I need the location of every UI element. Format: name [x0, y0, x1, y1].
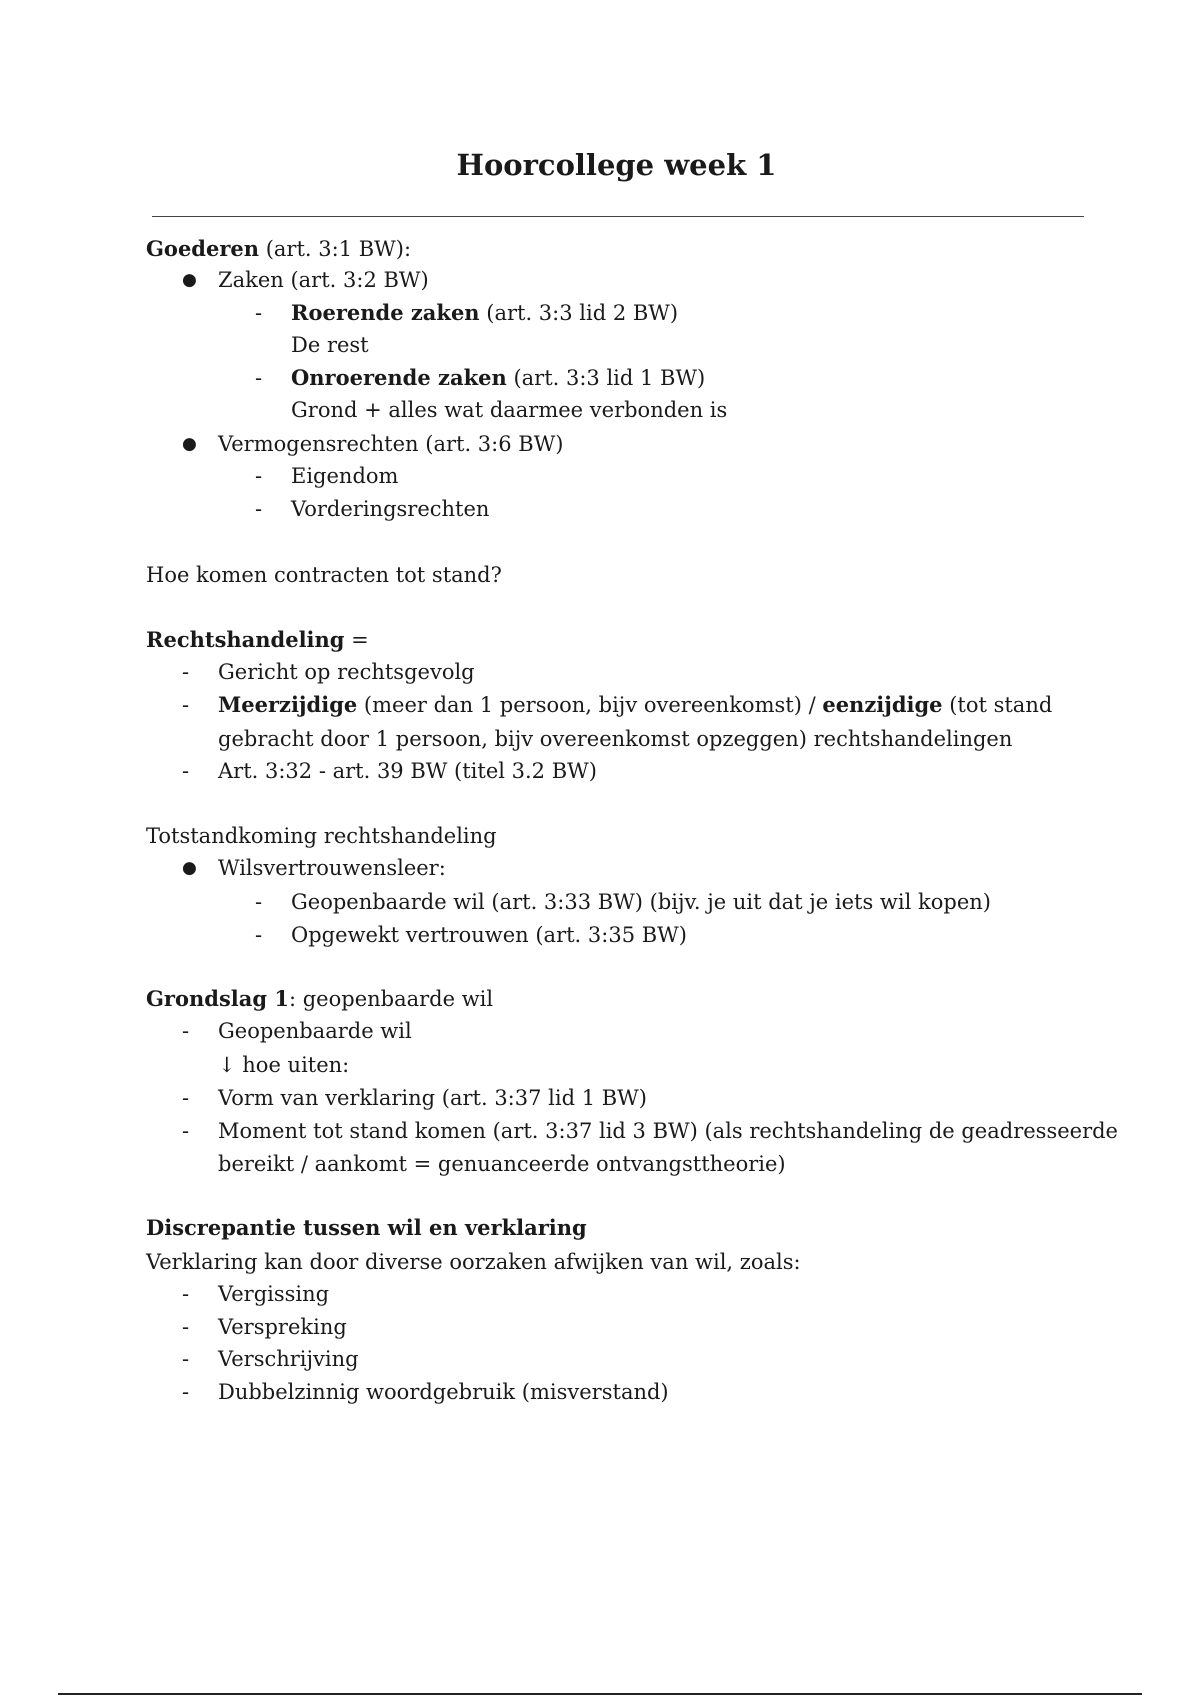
- list-item: Vermogensrechten (art. 3:6 BW): [218, 432, 564, 456]
- bullet-marker: ●: [182, 434, 197, 454]
- list-item: Vergissing: [218, 1282, 330, 1306]
- dash-marker: -: [255, 890, 263, 914]
- page-bottom-border: [58, 1693, 1142, 1695]
- list-item: Vorm van verklaring (art. 3:37 lid 1 BW): [218, 1086, 647, 1110]
- roerend-ref: (art. 3:3 lid 2 BW): [479, 301, 679, 325]
- list-item-continuation: Grond + alles wat daarmee verbonden is: [291, 398, 728, 422]
- list-item: Verspreking: [218, 1315, 347, 1339]
- dash-marker: -: [182, 1086, 190, 1110]
- goederen-heading-line: [146, 234, 411, 264]
- list-item: Moment tot stand komen (art. 3:37 lid 3 BW) (als rechtshandeling de geadresseerde: [218, 1119, 1118, 1143]
- dash-marker: -: [255, 923, 263, 947]
- bullet-marker: ●: [182, 270, 197, 290]
- list-item: Eigendom: [291, 464, 399, 488]
- list-item: Geopenbaarde wil (art. 3:33 BW) (bijv. je uit dat je iets wil kopen): [291, 890, 991, 914]
- dash-marker: -: [182, 693, 190, 717]
- list-item: Gericht op rechtsgevolg: [218, 660, 475, 684]
- list-item-continuation: gebracht door 1 persoon, bijv overeenkomst opzeggen) rechtshandelingen: [218, 727, 1013, 751]
- dash-marker: -: [255, 366, 263, 390]
- meerzijdige-label: Meerzijdige: [218, 692, 358, 717]
- dash-marker: -: [182, 660, 190, 684]
- eenzijdige-label: eenzijdige: [822, 692, 943, 717]
- roerend-label: Roerende zaken: [291, 300, 480, 325]
- goederen-ref: (art. 3:1 BW):: [259, 237, 412, 261]
- list-item: Vorderingsrechten: [291, 497, 490, 521]
- dash-marker: -: [255, 464, 263, 488]
- list-item: Wilsvertrouwensleer:: [218, 856, 446, 880]
- onroerend-label: Onroerende zaken: [291, 365, 507, 390]
- list-item: [218, 690, 1052, 720]
- list-item: Dubbelzinnig woordgebruik (misverstand): [218, 1380, 669, 1404]
- dash-marker: -: [182, 1315, 190, 1339]
- meerzijdige-text: (meer dan 1 persoon, bijv overeenkomst) /: [357, 693, 823, 717]
- dash-marker: -: [182, 1380, 190, 1404]
- list-item: Zaken (art. 3:2 BW): [218, 268, 429, 292]
- title-divider: [152, 216, 1084, 217]
- dash-marker: -: [182, 759, 190, 783]
- onroerend-ref: (art. 3:3 lid 1 BW): [506, 366, 706, 390]
- dash-marker: -: [182, 1282, 190, 1306]
- list-item: Geopenbaarde wil: [218, 1019, 412, 1043]
- dash-marker: -: [182, 1019, 190, 1043]
- totstandkoming-heading: Totstandkoming rechtshandeling: [146, 824, 497, 848]
- bullet-marker: ●: [182, 858, 197, 878]
- list-item: Verschrijving: [218, 1347, 359, 1371]
- list-item: Art. 3:32 - art. 39 BW (titel 3.2 BW): [218, 759, 597, 783]
- list-item-continuation: bereikt / aankomt = genuanceerde ontvangsttheorie): [218, 1152, 786, 1176]
- list-item: Opgewekt vertrouwen (art. 3:35 BW): [291, 923, 687, 947]
- rechtshandeling-heading-line: [146, 625, 369, 655]
- page-title: Hoorcollege week 1: [456, 148, 777, 182]
- dash-marker: -: [255, 301, 263, 325]
- rechtshandeling-suffix: =: [344, 628, 369, 652]
- discrepantie-intro: Verklaring kan door diverse oorzaken afwijken van wil, zoals:: [146, 1250, 801, 1274]
- dash-marker: -: [182, 1347, 190, 1371]
- list-item-continuation: ↓ hoe uiten:: [218, 1053, 350, 1077]
- dash-marker: -: [255, 497, 263, 521]
- grondslag-heading: Grondslag 1: [146, 986, 289, 1011]
- discrepantie-heading: [146, 1213, 587, 1243]
- grondslag-suffix: : geopenbaarde wil: [288, 987, 494, 1011]
- discrepantie-heading-text: Discrepantie tussen wil en verklaring: [146, 1215, 587, 1240]
- eenzijdige-text: (tot stand: [942, 693, 1053, 717]
- goederen-heading: Goederen: [146, 236, 260, 261]
- list-item-continuation: De rest: [291, 333, 369, 357]
- rechtshandeling-heading: Rechtshandeling: [146, 627, 345, 652]
- list-item: [291, 298, 678, 328]
- dash-marker: -: [182, 1119, 190, 1143]
- list-item: [291, 363, 705, 393]
- question-text: Hoe komen contracten tot stand?: [146, 563, 502, 587]
- grondslag-heading-line: [146, 984, 493, 1014]
